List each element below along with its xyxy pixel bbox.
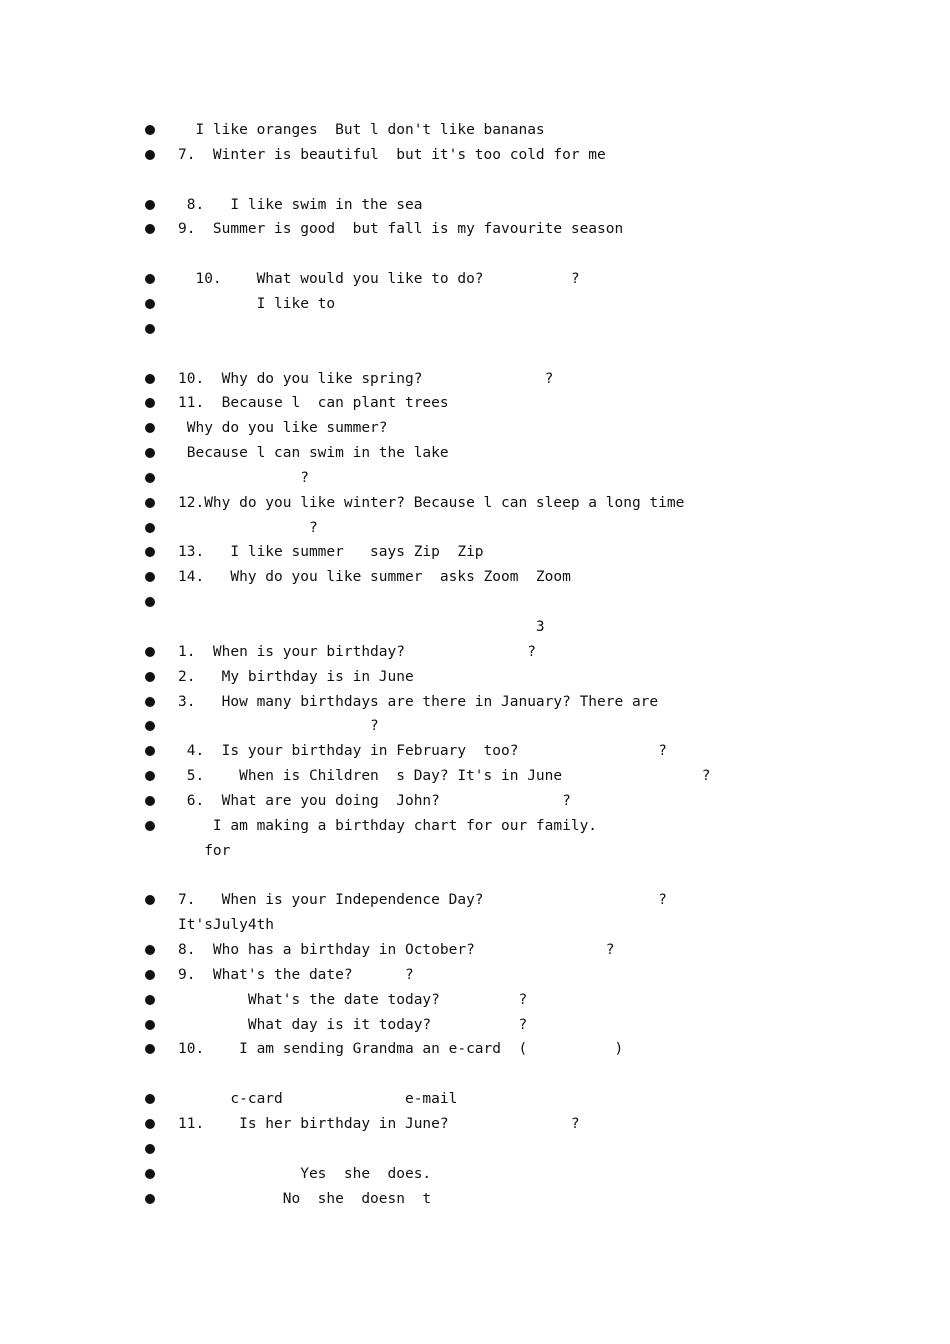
line-text: 7. Winter is beautiful but it's too cold for me [178,146,694,163]
line-text: c-card e-mail [178,1091,493,1108]
line-text: ? [178,469,397,486]
line-text: I am making a birthday chart for our family. [178,817,711,834]
text-line [0,242,950,266]
line-text: 4. Is your birthday in February too? ? [178,743,737,760]
line-text: 3. How many birthdays are there in January? There are [178,693,667,710]
text-line [0,491,950,515]
text-line [0,441,950,465]
text-line [0,690,950,714]
text-line [0,168,950,192]
text-line [0,143,950,167]
bullet-icon [145,398,155,408]
line-text: 10. Why do you like spring? ? [178,370,554,387]
line-text: 2. My birthday is in June [178,668,484,685]
text-line [0,193,950,217]
bullet-icon [145,697,155,707]
bullet-icon [145,1020,155,1030]
bullet-icon [145,125,155,135]
bullet-icon [145,572,155,582]
bullet-icon [145,1044,155,1054]
text-line [0,963,950,987]
text-line [0,913,950,937]
text-line [0,1062,950,1086]
text-line [0,118,950,142]
text-line [0,888,950,912]
bullet-icon [145,1169,155,1179]
text-line [0,466,950,490]
line-text: 9. What's the date? ? [178,966,414,983]
bullet-icon [145,423,155,433]
bullet-icon [145,523,155,533]
bullet-icon [145,150,155,160]
bullet-icon [145,895,155,905]
line-text: 1. When is your birthday? ? [178,643,536,660]
bullet-icon [145,796,155,806]
text-line [0,615,950,639]
text-line [0,1187,950,1211]
line-text: It'sJuly4th [178,917,327,934]
line-text [178,1139,222,1159]
line-text: ? [178,519,405,536]
bullet-icon [145,597,155,607]
text-line [0,764,950,788]
line-text: Because l can swim in the lake [178,445,458,462]
text-line [0,590,950,614]
text-line [0,988,950,1012]
text-line [0,342,950,366]
line-text: 10. I am sending Grandma an e-card ( ) [178,1041,728,1058]
line-text [178,170,195,190]
bullet-icon [145,945,155,955]
bullet-icon [145,224,155,234]
text-line [0,1162,950,1186]
bullet-icon [145,1119,155,1129]
bullet-icon [145,448,155,458]
text-line [0,938,950,962]
text-line [0,789,950,813]
text-line [0,1087,950,1111]
bullet-icon [145,672,155,682]
text-line [0,391,950,415]
text-line [0,317,950,341]
line-text: 11. Is her birthday in June? ? [178,1116,580,1132]
line-text: What day is it today? ? [178,1016,528,1033]
text-line [0,540,950,564]
line-text: 14. Why do you like summer asks Zoom Zoom [178,569,746,586]
bullet-icon [145,995,155,1005]
line-text: for [178,842,266,859]
bullet-icon [145,821,155,831]
line-text: ? [178,718,405,735]
bullet-icon [145,746,155,756]
text-line [0,1013,950,1037]
text-line [0,416,950,440]
bullet-icon [145,374,155,384]
line-text: Yes she does. [178,1165,432,1182]
line-text [178,244,195,264]
text-line [0,1112,950,1136]
bullet-icon [145,299,155,309]
bullet-icon [145,274,155,284]
bullet-icon [145,1094,155,1104]
text-line [0,714,950,738]
bullet-icon [145,473,155,483]
line-text: No she doesn t [178,1190,440,1207]
line-text: I like to [178,295,388,312]
text-line [0,1137,950,1161]
text-line [0,814,950,838]
text-line [0,367,950,391]
bullet-icon [145,200,155,210]
line-text [178,1064,195,1084]
line-text: 8. I like swim in the sea [178,196,502,213]
line-text: 3 [178,619,563,635]
bullet-icon [145,771,155,781]
line-text: 9. Summer is good but fall is my favourite season [178,221,711,238]
text-line [0,1037,950,1061]
text-line [0,739,950,763]
line-text: Why do you like summer? [178,420,388,437]
line-text: 12.Why do you like winter? Because l can sleep a long time [178,494,694,511]
text-line [0,565,950,589]
text-line [0,267,950,291]
bullet-icon [145,1194,155,1204]
text-line [0,292,950,316]
line-text: I like oranges But l don't like bananas [178,122,554,138]
text-line [0,665,950,689]
bullet-icon [145,647,155,657]
bullet-icon [145,721,155,731]
line-text: 5. When is Children s Day? It's in June ? [178,768,746,785]
bullet-icon [145,498,155,508]
line-text: 13. I like summer says Zip Zip [178,544,598,561]
line-text: 8. Who has a birthday in October? ? [178,942,615,959]
text-line [0,640,950,664]
text-line [0,839,950,863]
bullet-icon [145,970,155,980]
line-text: 10. What would you like to do? ? [178,271,580,288]
line-text: What's the date today? ? [178,991,528,1008]
line-text: 6. What are you doing John? ? [178,792,571,809]
line-text: 11. Because l can plant trees [178,395,528,412]
bullet-icon [145,324,155,334]
bullet-icon [145,547,155,557]
line-text: 7. When is your Independence Day? ? [178,892,667,909]
text-line [0,217,950,241]
text-line [0,516,950,540]
bullet-icon [145,1144,155,1154]
text-line [0,864,950,888]
